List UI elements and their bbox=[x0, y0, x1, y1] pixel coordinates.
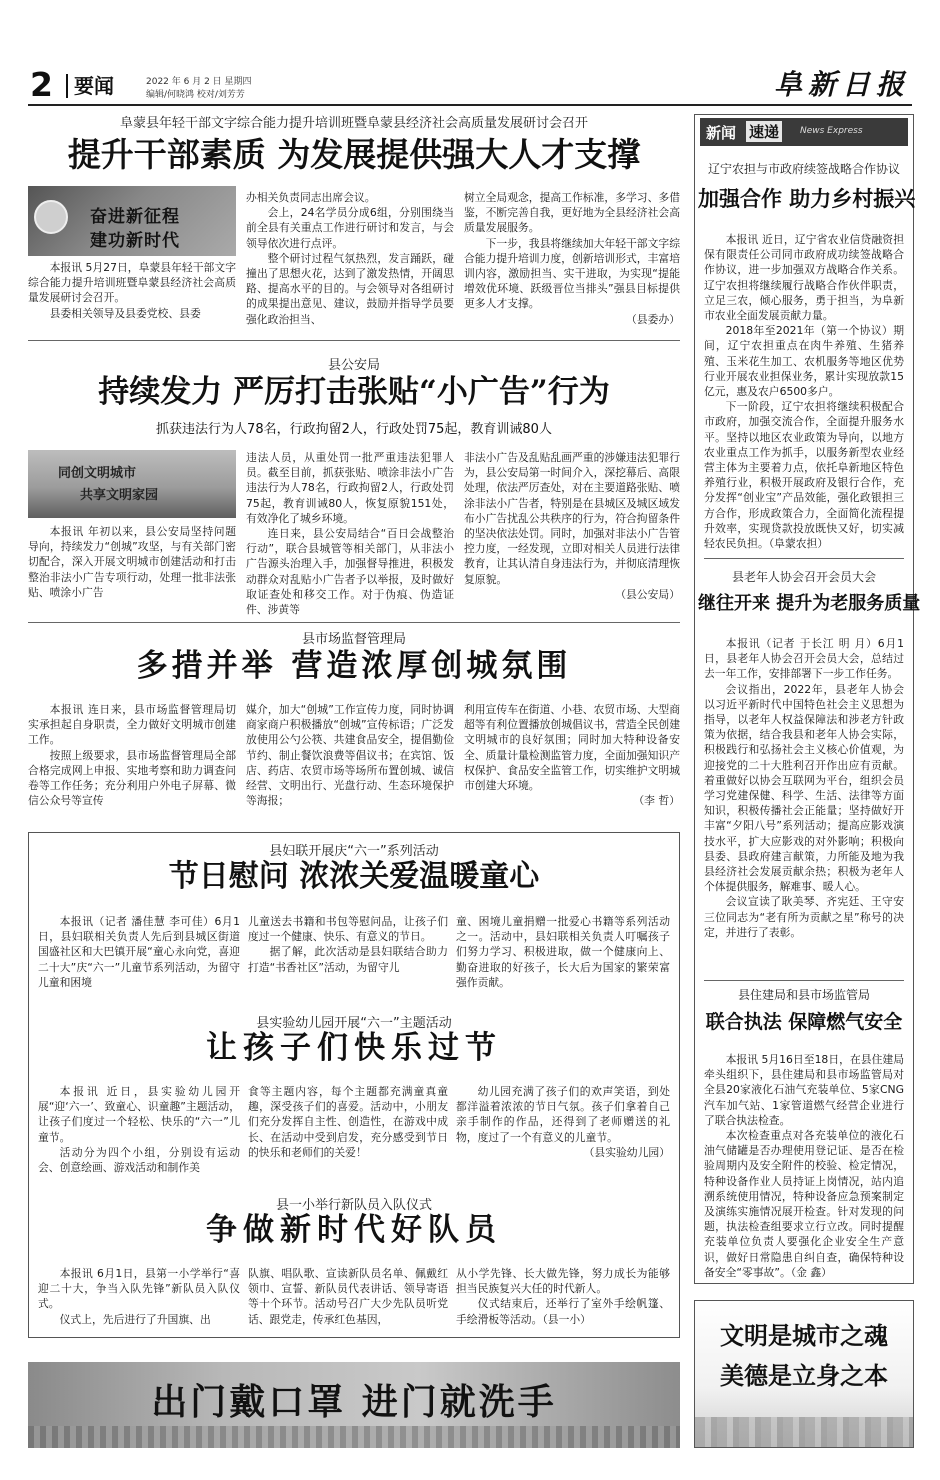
byline: （县委办） bbox=[626, 312, 680, 326]
s1-body bbox=[704, 232, 904, 551]
a2-photo-caption-1: 同创文明城市 bbox=[58, 466, 137, 481]
paragraph: 本报讯 近日，辽宁省农业信贷融资担保有限责任公司同市政府成功续签战略合作协议，进一步加强双方战略合作关系。辽宁农担将继续履行战略合作伙伴职责，立足三农，倾心服务，勇于担当，为阜新市农业全面发展贡献力量。 bbox=[704, 233, 904, 323]
paragraph: 本报讯（记者 于长江 明 月）6月1日，县老年人协会召开会员大会，总结过去一年工作，安排部署下一步工作任务。 bbox=[704, 637, 904, 681]
masthead-rule bbox=[28, 104, 912, 106]
a6-kicker: 县一小举行新队员入队仪式 bbox=[275, 1198, 432, 1213]
ad-line-2: 美德是立身之本 bbox=[720, 1361, 888, 1390]
paragraph: 仪式上，先后进行了升国旗、出 bbox=[59, 1312, 211, 1326]
divider bbox=[704, 558, 904, 559]
civility-ad bbox=[694, 1300, 914, 1448]
a4-col1 bbox=[38, 914, 240, 990]
paragraph: 本报讯 5月27日，阜蒙县年轻干部文字综合能力提升培训班暨阜蒙县经济社会高质量发展研讨会召开。 bbox=[28, 261, 236, 305]
ad-skyline bbox=[695, 1417, 913, 1447]
s2-headline: 继往开来 提升为老服务质量 bbox=[698, 593, 921, 614]
a3-col1 bbox=[28, 702, 236, 808]
paragraph: 县委相关领导及县委党校、县委 bbox=[49, 306, 201, 320]
divider bbox=[28, 340, 680, 341]
paragraph: 本报讯 年初以来，县公安局坚持问题导向，持续发力“创城”攻坚，与有关部门密切配合，深入开展文明城市创建活动和打击整治非法小广告专项行动，处理一批非法张贴、喷涂小广告 bbox=[28, 525, 236, 599]
banner-slogan: 出门戴口罩 进门就洗手 bbox=[151, 1381, 557, 1423]
s2-body bbox=[704, 636, 904, 940]
paragraph: 会议宣读了耿美琴、齐宪廷、王守安三位同志为“老有所为贡献之星”称号的决定，并进行了表彰。 bbox=[704, 895, 904, 939]
issue-date: 2022 年 6 月 2 日 星期四 bbox=[146, 77, 252, 87]
a5-col3 bbox=[456, 1084, 670, 1160]
s3-headline: 联合执法 保障燃气安全 bbox=[705, 1011, 903, 1033]
paragraph: 童、困境儿童捐赠一批爱心书籍等系列活动之一。活动中，县妇联相关负责人叮嘱孩子们努力学习、积极进取，做一个健康向上、勤奋进取的好孩子，长大后为国家的繁荣富强作贡献。 bbox=[456, 915, 670, 989]
party-emblem-icon bbox=[34, 200, 68, 234]
paragraph: 下一步，我县将继续加大年轻干部文字综合能力提升培训力度，创新培训形式，丰富培训内容，激励担当、实干进取，为实现“提能增效优环境、跃级晋位当排头”强县目标提供更多人才支撑。 bbox=[464, 236, 680, 311]
paragraph: 从小学先锋、长大做先锋，努力成长为能够担当民族复兴大任的时代新人。 bbox=[456, 1267, 670, 1296]
paragraph: 幼儿园充满了孩子们的欢声笑语，到处都洋溢着浓浓的节日气氛。孩子们拿着自己亲手制作的作品，还得到了老师赠送的礼物，度过了一个有意义的儿童节。 bbox=[456, 1085, 670, 1144]
ad-line-1: 文明是城市之魂 bbox=[720, 1321, 888, 1350]
editor-credits: 编辑/何晓鸿 校对/刘芳芳 bbox=[146, 90, 245, 100]
masthead bbox=[28, 66, 912, 106]
a3-col2 bbox=[246, 702, 454, 808]
a2-col1 bbox=[28, 524, 236, 600]
a4-col3 bbox=[456, 914, 670, 990]
a1-photo-caption-1: 奋进新征程 bbox=[90, 207, 180, 227]
byline: （李 哲） bbox=[633, 794, 680, 808]
section-name: 要闻 bbox=[66, 74, 114, 98]
a2-headline: 持续发力 严厉打击张贴“小广告”行为 bbox=[98, 374, 610, 410]
paragraph: 仪式结束后，还举行了室外手绘帆篷、手绘滑板等活动。（县一小） bbox=[456, 1297, 670, 1326]
a1-col1 bbox=[28, 260, 236, 321]
a2-photo-caption-2: 共享文明家园 bbox=[80, 488, 159, 503]
divider bbox=[704, 980, 904, 981]
s2-kicker: 县老年人协会召开会员大会 bbox=[731, 570, 876, 584]
a1-kicker: 阜蒙县年轻干部文字综合能力提升培训班暨阜蒙县经济社会高质量发展研讨会召开 bbox=[119, 116, 588, 131]
paragraph: 树立全局观念，提高工作标准，多学习、多借鉴，不断完善自我，更好地为全县经济社会高质量发展服务。 bbox=[464, 191, 680, 235]
a4-kicker: 县妇联开展庆“六一”系列活动 bbox=[269, 844, 439, 859]
paragraph: 会议指出，2022年，县老年人协会以习近平新时代中国特色社会主义思想为指导，以老年人权益保障法和涉老方针政策为依据，结合我县和老年人协会实际，积极践行和弘扬社会主义核心价值观，为迎接党的二十大胜利召开作出应有贡献。着重做好以协会互联网为平台，组织会员学习党建保健、科学、生活、法律等方面知识，积极传播社会正能量；坚持做好开丰富“夕阳八号”系列活动；提高应影戏演技水平，扩大应影戏的对外影响；积极向县委、县政府建言献策，力所能及地为我县经济社会发展贡献余热；积极为老年人个体提供服务，解难事、暖人心。 bbox=[704, 682, 904, 894]
divider bbox=[28, 622, 680, 623]
s1-kicker: 辽宁农担与市政府续签战略合作协议 bbox=[707, 162, 900, 176]
a5-headline: 让孩子们快乐过节 bbox=[206, 1030, 502, 1066]
byline: （县实验幼儿园） bbox=[583, 1145, 670, 1159]
paragraph: 违法人员，从重处罚一批严重违法犯罪人员。截至目前，抓获张贴、喷涂非法小广告违法行为人78名，行政拘留2人，行政处罚75起，教育训诫80人，恢复原貌151处，有效净化了城乡环境。 bbox=[246, 451, 454, 525]
paragraph: 本报讯 连日来，县市场监督管理局切实承担起自身职责，全力做好文明城市创建工作。 bbox=[28, 703, 236, 747]
paragraph: 非法小广告及乱贴乱画严重的涉嫌违法犯罪行为，县公安局第一时间介入，深挖幕后、高限处理，依法严厉查处，对在主要道路张贴、喷涂非法小广告者，特别是在县城区及城区域发布小广告扰乱公共秩序的行为，符合拘留条件的坚决依法处罚。同时，加强对非法小广告管控力度，一经发现，立即对相关人员进行法律教育，让其认清自身违法行为，并彻底清理恢复原貌。 bbox=[464, 451, 680, 586]
a6-col1 bbox=[38, 1266, 240, 1327]
page-number: 2 bbox=[30, 65, 53, 104]
a5-col1 bbox=[38, 1084, 240, 1175]
paragraph: 连日来，县公安局结合“百日会战整治行动”，联合县城管等相关部门，从非法小广告源头治理入手，加强督导推进，积极发动群众对乱贴小广告者予以举报，及时做好取证查处和移交工作。对于伪痕、伪造证件、涉黄等 bbox=[246, 527, 454, 617]
a3-col3 bbox=[464, 702, 680, 808]
bottom-banner bbox=[28, 1362, 680, 1448]
paragraph: 队旗、唱队歌、宣读新队员名单、佩戴红领巾、宣誓、新队员代表讲话、领导寄语等十个环节。活动号召广大少先队员听党话、跟党走，传承红色基因， bbox=[248, 1267, 448, 1326]
a4-headline: 节日慰问 浓浓关爱温暖童心 bbox=[168, 859, 540, 894]
a5-kicker: 县实验幼儿园开展“六一”主题活动 bbox=[256, 1016, 452, 1031]
paragraph: 2018年至2021年（第一个协议）期间，辽宁农担重点在肉牛养殖、生猪养殖、玉米花生加工、农机服务等地区优势行业开展农业担保业务，累计实现放款15亿元，惠及农户6500多户。 bbox=[704, 324, 904, 399]
paragraph: 按照上级要求，县市场监督管理局全部合格完成网上申报、实地考察和助力调查问卷等工作任务；充分利用户外电子屏幕、微信公众号等宣传 bbox=[28, 748, 236, 808]
a2-col3 bbox=[464, 450, 680, 602]
paragraph: 活动分为四个小组，分别设有运动会、创意绘画、游戏活动和制作美 bbox=[38, 1145, 240, 1175]
a1-photo bbox=[28, 186, 236, 256]
news-express-label-en: News Express bbox=[800, 126, 863, 136]
banner-decor bbox=[28, 1426, 680, 1448]
a2-col2 bbox=[246, 450, 454, 617]
a2-subhead: 抓获违法行为人78名，行政拘留2人，行政处罚75起，教育训诫80人 bbox=[156, 422, 552, 437]
a2-kicker: 县公安局 bbox=[327, 358, 380, 373]
paragraph: 办相关负责同志出席会议。 bbox=[246, 191, 376, 204]
a6-headline: 争做新时代好队员 bbox=[206, 1212, 502, 1248]
a1-photo-caption-2: 建功新时代 bbox=[90, 231, 180, 251]
paragraph: 整个研讨过程气氛热烈，发言踊跃，碰撞出了思想火花，达到了激发热情，开阔思路、提高水平的目的。与会领导对各组研讨的成果提出意见、建议，鼓励并指导学员要强化政治担当、 bbox=[246, 251, 454, 326]
s3-kicker: 县住建局和县市场监管局 bbox=[737, 988, 870, 1002]
paragraph: 据了解，此次活动是县妇联结合助力打造“书香社区”活动，为留守儿 bbox=[248, 945, 448, 974]
a1-col2 bbox=[246, 190, 454, 327]
news-express-label-2: 速递 bbox=[746, 121, 782, 142]
paragraph: 利用宣传车在街道、小巷、农贸市场、大型商超等有利位置播放创城倡议书，营造全民创建文明城市的良好氛围；同时加大特种设备安全、质量计量检测监管力度，全面加强知识产权保护、食品安全监管工作，切实维护文明城市创建大环境。 bbox=[464, 703, 680, 793]
a2-photo bbox=[28, 450, 236, 518]
a6-col3 bbox=[456, 1266, 670, 1327]
news-express-label: 新闻 bbox=[706, 124, 737, 142]
a5-col2 bbox=[248, 1084, 448, 1160]
a3-kicker: 县市场监督管理局 bbox=[301, 632, 406, 647]
s1-headline: 加强合作 助力乡村振兴 bbox=[698, 186, 916, 211]
byline: （县公安局） bbox=[615, 587, 680, 601]
a3-headline: 多措并举 营造浓厚创城氛围 bbox=[136, 648, 572, 684]
s3-body bbox=[704, 1052, 904, 1280]
paragraph: 媒介，加大“创城”工作宣传力度，同时协调商家商户积极播放“创城”宣传标语；广泛发放使用公勺公筷、共建食品安全，提倡勤俭节约、制止餐饮浪费等倡议书；在宾馆、饭店、药店、农贸市场等场所布置创城、诚信经营、文明出行、光盘行动、生态环境保护等海报； bbox=[246, 703, 454, 808]
paragraph: 本报讯 6月1日，县第一小学举行“喜迎二十大，争当入队先锋”新队员入队仪式。 bbox=[38, 1267, 240, 1311]
a6-col2 bbox=[248, 1266, 448, 1327]
news-express-header bbox=[700, 118, 908, 146]
paragraph: 儿童送去书籍和书包等慰问品，让孩子们度过一个健康、快乐、有意义的节日。 bbox=[248, 915, 448, 944]
paragraph: 下一阶段，辽宁农担将继续积极配合市政府，加强交流合作，全面提升服务水平。坚持以地区农业政策为导向，以地方农业重点工作为抓手，以服务新型农业经营主体为主要着力点，依托阜新地区特色养殖行业，积极开展政府及银行合作，充分发挥“创业宝”产品效能，强化政银担三方合作，形成政策合力，全面简化流程提升效率，实现贷款投放既快又好，切实减轻农民负担。（阜蒙农担） bbox=[704, 400, 904, 551]
paragraph: 会上，24名学员分成6组，分别围绕当前全县有关重点工作进行研讨和发言，与会领导依次进行点评。 bbox=[246, 206, 454, 250]
paragraph: 本报讯（记者 潘佳慧 李可佳）6月1日，县妇联相关负责人先后到县城区街道国盛社区和大巴镇开展“童心永向党，喜迎二十大”庆“六一”儿童节系列活动，为留守儿童和困境 bbox=[38, 915, 240, 989]
paragraph: 本次检查重点对各充装单位的液化石油气储罐是否办理使用登记证、是否在检验周期内及安全附件的校验、检定情况，特种设备作业人员持证上岗情况，站内追溯系统使用情况，特种设备应急预案制定及演练实施情况展开检查。针对发现的问题，执法检查组要求立行立改。同时提醒充装单位负责人要强化企业安全生产意识，做好日常隐患自纠自查，确保特种设备安全“零事故”。（金 鑫） bbox=[704, 1129, 904, 1279]
paper-name-logo: 阜新日报 bbox=[773, 68, 910, 101]
paragraph: 食等主题内容，每个主题都充满童真童趣，深受孩子们的喜爱。活动中，小朋友们充分发挥自主性、创造性，在游戏中成长、在活动中受到启发，充分感受到节日的快乐和老师们的关爱！ bbox=[248, 1085, 448, 1159]
a4-col2 bbox=[248, 914, 448, 975]
a1-headline: 提升干部素质 为发展提供强大人才支撑 bbox=[67, 135, 641, 174]
a1-col3 bbox=[464, 190, 680, 327]
paragraph: 本报讯 5月16日至18日，在县住建局牵头组织下，县住建局和县市场监管局对全县20家液化石油气充装单位、5家CNG汽车加气站、1家管道燃气经营企业进行了联合执法检查。 bbox=[704, 1053, 904, 1127]
paragraph: 本报讯 近日，县实验幼儿园开展“迎‘六一’、致童心、识童趣”主题活动，让孩子们度过一个轻松、快乐的“六一”儿童节。 bbox=[38, 1085, 240, 1144]
